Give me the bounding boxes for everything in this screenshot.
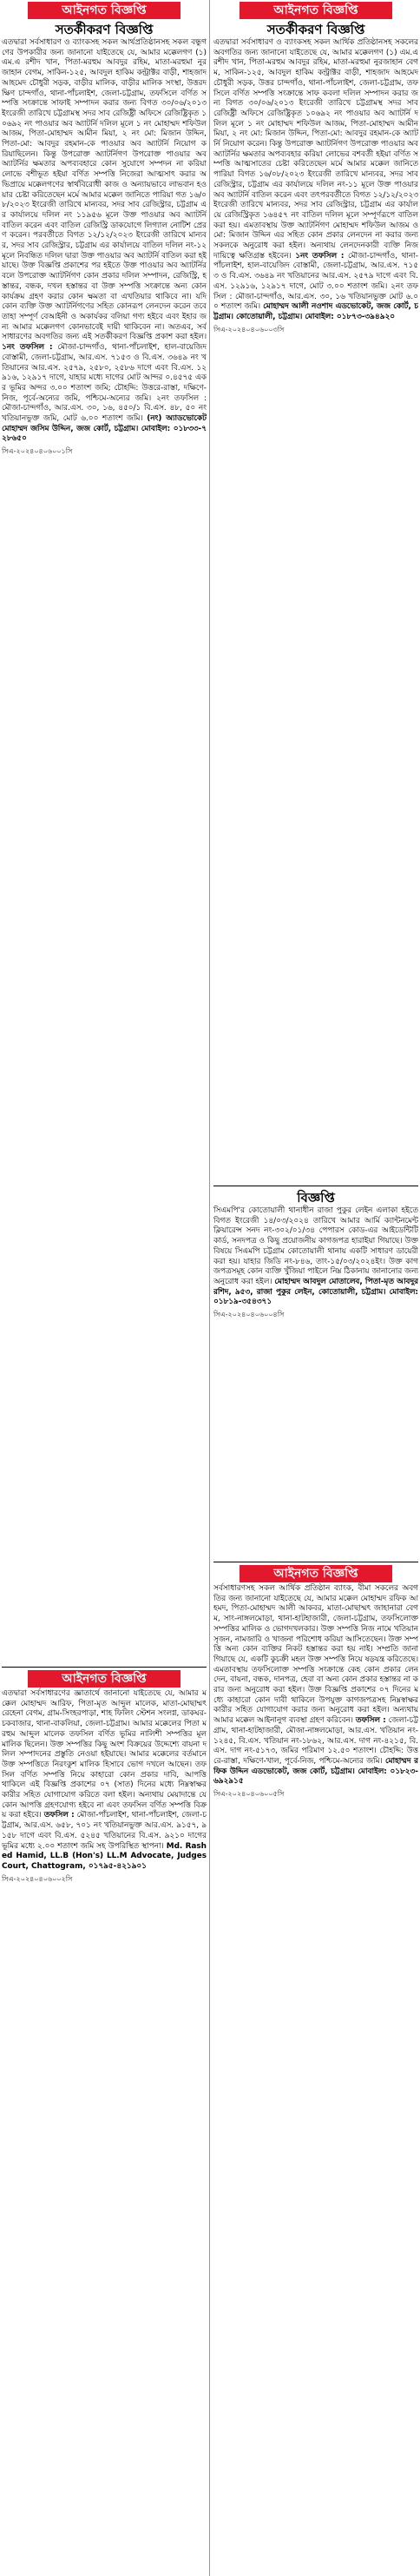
schedule-title: ১নং তফসিল : [2, 343, 53, 353]
schedule-title: তফসিল : [43, 1811, 75, 1820]
notice-text: এতদ্বারা সর্বসাধারণের জ্ঞাতার্থে জানানো যাইতেছে যে, আমার মক্কেল মোহাম্মদ আরিফ, পিতা-মৃত আব্দুল মালেক, মাতা-মোছাম্মৎ রেহেনা বেগম, গ্রাম-সিংহরপাড়া, শাহ ফিলিং স্টেশন সংলগ্ন, ডাকঘর-চকবাজার, থানা-বাকলিয়া, জেলা-চট্টগ্রাম। আমার মক্কেলের পিতা মরহুম আব্দুল মালেক তফসিল বর্ণিত ভূমির নালিশী সম্পত্তির মূল মালিক ছিলেন। উক্ত সম্পত্তির কিছু অংশ বিক্রয়ের উদ্দেশ্যে বায়না দলিল সম্পাদনের প্রস্তুতি নেওয়া হইয়াছে। আমার মক্কেলের বর্তমানে উক্ত সম্পত্তিতে নিরংকুশ মালিক হিসাবে ভোগ দখলে আছেন। তফসিল বর্ণিত সম্পত্তি নিয়ে কাহারো কোন প্রকার দাবি, আপত্তি থাকিলে এই বিজ্ঞপ্তি প্রকাশের ০৭ (সাত) দিনের মধ্যে নিম্নস্বাক্ষরকারীর সহিত যোগাযোগ করিতে বলা হইল। অন্যথায় মেয়াদান্তে যে কোন আপত্তি গ্রহণযোগ্য হইবে না এবং তফসিল বর্ণিত সম্পত্তি বিক্রয় করা হইবে। [2, 1689, 207, 1820]
notice-ref: সিএ-২০২৪০৪০৬০০৪সি [213, 1311, 285, 1319]
notice-text: এতদ্বারা সর্বসাধারণ ও ব্যাংকসহ সকল আর্থিক প্রতিষ্ঠানসহ সকলের অবগতির জন্য জানানো যাইতেছে যে, আমার মক্কেলগণ (১) এম.এ রশীদ খান, পিতা-মরহুম আবদুর রহিম, মাতা-মরহুমা নুরজাহান বেগম, সাকিন-১২৫, আবদুল হাকিম কন্ট্রাক্টর বাড়ী, শাহজাদ আহমেদ চৌধুরী সড়ক, উত্তর চান্দগাঁও, থানা-পাঁচলাইশ, জেলা-চট্টগ্রাম, তফসিলে বর্ণিত সম্পত্তি সংক্রান্তে সাফ কবলা দলিল সম্পাদন করার জন্য বিগত ৩০/০৬/২০১৩ ইংরেজী তারিখে চট্টগ্রামস্থ সদর সাব রেজিষ্ট্রী অফিসে রেজিষ্ট্রিকৃত ১০৬৯২ নং পাওয়ার অব অ্যাটর্নি দলিল মূলে ১ নং মোহাম্মদ শফিউল আজম, পিতা-মোহাম্মদ আমীন মিয়া, ২ নং মো: মিজান উদ্দিন, পিতা-মো: আবদুর রহমান-কে অ্যাটর্নি নিয়োগ করেন। কিন্তু উপরোক্ত অ্যাটর্নিগণ উপরোক্ত পাওয়ার অব অ্যাটর্নির ক্ষমতার অপব্যবহার করিয়া লোভের বশবর্তী হইয়া বর্ণিত সম্পত্তি আত্মসাতের চেষ্টা করিতেছেন মর্মে আমার মক্কেল জানিতে পারিয়া বিগত ১৬/০৮/২০২৩ ইংরেজী তারিখে মান্যবর, সদর সাব রেজিস্ট্রার, চট্টগ্রাম এর কার্যালয়ে দলিল নং-১১ মূলে উক্ত পাওয়ার অব অ্যাটর্নি বাতিল করেন এবং তৎপরবর্তীতে বিগত ১২/১২/২০২৩ ইংরেজী তারিখে মান্যবর, সদর সাব রেজিস্ট্রার, চট্টগ্রাম এর কার্যালয়ে রেজিস্ট্রিকৃত ১৬৪৫৭ নং বাতিল দলিল মূলে সম্পূর্ণরূপে বাতিল করা হয়। এমতাবস্থায় উক্ত অ্যাটর্নিগণ মোহাম্মদ শফিউল আজম ও মো: মিজান উদ্দিন এর সহিত কোন প্রকার লেনদেন না করার জন্য সকলকে অনুরোধ করা হইল। অন্যথায় লেনদেনকারী ব্যক্তি নিজ দায়িত্বে ক্ষতিগ্রস্ত হইবেন। [213, 38, 418, 261]
legal-notice-warning-left [2, 0, 207, 1657]
schedule-title: ১নং তফসিল : [295, 251, 345, 261]
column-divider [209, 0, 210, 2576]
notice-subheader: সতর্কীকরণ বিজ্ঞপ্তি [55, 22, 154, 37]
notice-separator [2, 1667, 207, 1668]
notice-ref: সিএ-২০২৪০৪০৬০০৫সি [213, 1790, 285, 1799]
schedule-title: তফসিল : [355, 1716, 386, 1726]
notice-header: আইনগত বিজ্ঞপ্তি [240, 1565, 392, 1582]
notice-header: আইনগত বিজ্ঞপ্তি [28, 2, 180, 19]
schedule-text: মৌজা-চান্দগাঁও, থানা-পাঁচলাইশ, হাল-বায়েজিদ বোস্তামী, জেলা-চট্টগ্রাম, আর.এস. ৭১৫৩ ও বি.এস. ৩৬৪৯ নং খতিয়ানের আর.এস. ২৫৭৯ দাগে এবং বি.এস. ১২৯১৬, ১২৯১৭ দাগে, মোট ৩.০০ শতাংশ জমি। ২নং তফসিল : মৌজা-চান্দগাঁও, আর.এস. ৩০, ১৬ খতিয়ানভুক্ত মোট ৬.০০ শতাংশ জমি। [213, 251, 418, 312]
legal-notice-warning-right [213, 0, 418, 1177]
notice-ref: সিএ-২০২৪০৪০৬০০৩সি [213, 325, 285, 334]
notice-header: আইনগত বিজ্ঞপ্তি [240, 2, 392, 19]
schedule-text: জেলা-চট্টগ্রাম, থানা-হাটহাজারী, মৌজা-নাঙ্গলমোড়া, আর.এস. খতিয়ান নং-১২৪৫, বি.এস. খতিয়ান নং-১৮৬২, আর.এস. দাগ নং-৪২১৫, বি.এস. দাগ নং-৫১৭৩, জমির পরিমাণ ১২.৫০ শতাংশ। চৌহদ্দি: উত্তরে-রাস্তা, দক্ষিণে-খাল, পূর্বে-নিজ, পশ্চিমে-অন্যের জমি। [213, 1716, 418, 1766]
notice-signature: মোহাম্মদ আবদুল মোতালেব, পিতা-মৃত আবদুর রশিদ, ৯৫৩, রাজা পুকুর লেইন, কোতোয়ালী, চট্টগ্রাম। মোবাইল: ০১৮১৯-৩৫৪৩৭১ [213, 1277, 418, 1307]
notice-header: আইনগত বিজ্ঞপ্তি [28, 1670, 180, 1688]
notice-ref: সিএ-২০২৪০৪০৬০০১সি [2, 447, 73, 456]
notice-signature: Md. Rashed Hamid, LL.B (Hon's) LL.M Advocate, Judges Court, Chattogram, ০১৭৯৫-৪২১৯০১ [2, 1841, 207, 1871]
lost-document-notice [213, 1183, 418, 1552]
notice-text: সর্বসাধারণসহ সকল আর্থিক প্রতিষ্ঠান ব্যাংক, বীমা সকলের অবগতির জন্য জানানো যাইতেছে যে, আমার মক্কেল মোহাম্মদ রফিক আহমদ, পিতা-মোহাম্মদ আলী আকবর, মাতা-মোছাম্মৎ জাহানারা বেগম, সাং-নাঙ্গলমোড়া, থানা-হাটহাজারী, জেলা-চট্টগ্রাম, তফসিলোক্ত সম্পত্তির মালিক ও ভোগদখলকার। উক্ত সম্পত্তি নিজ নামে খতিয়ান সৃজন, নামজারি ও খাজনা পরিশোধ করিয়া আসিতেছেন। উক্ত সম্পত্তি অন্য কোন ব্যক্তির নিকট হস্তান্তর করা হয় নাই। সম্প্রতি জানা গিয়াছে যে, একটি কুচক্রী মহল উক্ত সম্পত্তি নিয়ে ষড়যন্ত্র করিতেছে। এমতাবস্থায় তফসিলোক্ত সম্পত্তি সংক্রান্তে কেহ কোন প্রকার লেনদেন, বায়না, বন্ধক, দানপত্র, হেবা বা অন্য কোন প্রকার হস্তান্তর না করার জন্য অনুরোধ করা হইল। উক্ত বিজ্ঞপ্তি প্রকাশের ০৭ দিনের মধ্যে কাহারো কোন দাবী থাকিলে উপযুক্ত কাগজপত্রসহ নিম্নস্বাক্ষরকারীর সহিত যোগাযোগ করার জন্য অনুরোধ করা হইল। অন্যথায় আমার মক্কেল আইনানুগ ব্যবস্থা গ্রহণ করিবেন। [213, 1584, 418, 1726]
notice-body [2, 1689, 207, 1873]
notice-text: সিএমপি'র কোতোয়ালী থানাধীন রাজা পুকুর লেইন এলাকা হইতে বিগত ইংরেজী ১৪/০৩/২০২৪ তারিখে আমার আর্মি ক্যান্টনমেন্ট ক্লিয়ারেন্স সনদ নং-৩০২/০১/৩৪ পেপারস কোড-এর আইডেন্টিটি কার্ড, সনদপত্র ও কিছু প্রয়োজনীয় কাগজপত্র হারাইয়া গিয়াছে। উক্ত বিষয়ে সিএমপি চট্টগ্রাম কোতোয়ালী থানায় একটি সাধারণ ডায়েরী করা হয়। যাহার জিডি নং-৮৪৬, তাং-১৫/০৩/২০২৪ইং। উক্ত কাগজপত্রসমূহ কোন ব্যক্তি খুঁজিয়া পাইলে নিম্ন ঠিকানায় জানানোর জন্য অনুরোধ করা হইল। [213, 1206, 418, 1286]
legal-notice-left-2 [2, 1664, 207, 2576]
notice-signature: মোহাম্মদ রফিক উদ্দিন এডভোকেট, জজ কোর্ট, চট্টগ্রাম। মোবাইল: ০১৮২৩-৬৯২৯১৫ [213, 1756, 418, 1787]
schedule-text: মৌজা-পাঁচলাইশ, থানা-পাঁচলাইশ, জেলা-চট্টগ্রাম, আর.এস. ৬৫৮, ৭০১ নং খতিয়ানভুক্ত আর.এস. ৯১৫৭, ৯১৫৮ দাগে এবং বি.এস. ৫২৪৫ খতিয়ানের বি.এস. ৯২১০ দাগের ভূমির মধ্যে ২.০০ শতাংশ জমি সহ উপরিস্থিত স্থাপনা। [2, 1811, 207, 1851]
legal-notice-right-3 [213, 1559, 418, 2576]
notice-body [2, 38, 207, 445]
notice-signature: মোহাম্মদ আলী নওশাদ এডভোকেট, জজ কোর্ট, চট্টগ্রাম। কোতোয়ালী, চট্টগ্রাম। মোবাইল: ০১৮৭৩-৩৯৪৯২০ [213, 302, 418, 321]
notice-subheader: সতর্কীকরণ বিজ্ঞপ্তি [266, 22, 365, 37]
schedule-text: মৌজা-চান্দগাঁও, থানা-পাঁচলাইশ, হাল-বায়েজিদ বোস্তামী, জেলা-চট্টগ্রাম, আর.এস. ৭১৫৩ ও বি.এস. ৩৬৪৯ নং খতিয়ানের আর.এস. ২৫৭৯, ২৫৮০, ২৫৮৬ দাগে এবং বি.এস. ১২৯১৬, ১২৯১৭ দাগে, যাহার মধ্যে দাগের মোট আন্দর ০.৪৫৭৫ একর ভূমির অন্দর ৩.০০ শতাংশ জমি; চৌহদ্দি: উত্তরে-রাস্তা, দক্ষিণে-নিজ, পূর্বে-অন্যের জমি, পশ্চিমে-অন্যের জমি। ২নং তফসিল : মৌজা-চান্দগাঁও, আর.এস. ৩০, ১৬, ৪৫০/১ বি.এস. ৪৮, ৫০ নং খতিয়ানভুক্ত জমি, মোট ৬.০০ শতাংশ জমি। [2, 343, 207, 424]
notice-text: এতদ্বারা সর্বসাধারণ ও ব্যাংকসহ সকল আর্থপ্রতিষ্ঠানসহ সকল বন্ধুগণের উপকারীর জন্য জানানো যাইতেছে যে, আমার মক্কেলগণ (১) এম.এ রশীদ খান, পিতা-মরহুম আবদুর রহিম, মাতা-মরহুমা নুরজাহান বেগম, সাকিন-১২৫, আবদুল হাকিম কন্ট্রাক্টর বাড়ী, শাহজাদ আহমেদ চৌধুরী সড়ক, বাড়ীর মালিক, বাড়ীর মালিক সংস্থা, উত্তরদক্ষিণ চান্দগাঁও, থানা-পাঁচলাইশ, জেলা-চট্টগ্রাম, তফসিলে বর্ণিত সম্পত্তি সংক্রান্তে সাফাই সম্পাদন করার জন্য বিগত ৩০/০৬/২০১৩ ইংরেজী তারিখে চট্টগ্রামস্থ সদর সাব রেজিষ্ট্রী অফিসে রেজিষ্ট্রিকৃত ১০৬৯২ নং পাওয়ার অব অ্যাটর্নি দলিল মূলে ১ নং মোহাম্মদ শফিউল আজম, পিতা-মোহাম্মদ আমীন মিয়া, ২ নং মো: মিজান উদ্দিন, পিতা-মো: আবদুর রহমান-কে পাওয়ার অব অ্যাটর্নি নিয়োগ করিয়াছিলেন। কিন্তু উপরোক্ত অ্যাটর্নিগণ উপরোক্ত পাওয়ার অব অ্যাটর্নির ক্ষমতার অপব্যবহারে কোন সুযোগে সম্পদন না করিয়া লোভে বশীভূত হইয়া বর্ণিত সম্পত্তি নিজেরা আত্মসাৎ করার অভিপ্রায়ে মক্কেলগণের স্বার্থবিরোধী কাজ ও অন্যায়ভাবে লাভবান হওয়ার চেষ্টা করিতেছেন মর্মে আমার মক্কেল জানিতে পারিয়া গত ১৬/০৮/২০২৩ ইংরেজী তারিখে মান্যবর, সদর সাব রেজিস্ট্রার, চট্টগ্রাম এর কার্যালয়ে দলিল নং ১১৯৫৬ মূলে উক্ত পাওয়ার অব অ্যাটর্নি বাতিল করেন এবং বাতিল রেজিস্ট্রি ডাকযোগে লিগ্যাল নোটিশ প্রেরণ করেন। পরবর্তীতে বিগত ১২/১২/২০২৩ ইংরেজী তারিখে মান্যবর, সদর সাব রেজিস্ট্রার, চট্টগ্রাম এর কার্যালয়ে বাতিল দলিল নং-১২ মূলে নিবন্ধিত দলিল দ্বারা উক্ত পাওয়ার অব অ্যাটর্নি বাতিল করা হইয়াছে। উক্ত বিজ্ঞপ্তি প্রকাশের পর হইতে উক্ত পাওয়ার অব অ্যাটর্নির বলে উপরোক্ত অ্যাটর্নিগণ কোন প্রকার দলিল সম্পাদন, রেজিস্ট্রি, হস্তান্তর, বন্ধক, দখল হস্তান্তর বা উক্ত সম্পত্তি সংক্রান্তে অন্য কোন কার্যক্রম গ্রহণ করার কোন ক্ষমতা বা এখতিয়ার থাকিবে না। যদি কোন ব্যক্তি উক্ত অ্যাটর্নিগণের সহিত কোনরূপ লেনদেন করেন তবে তাহা সম্পূর্ণ বেআইনী ও অকার্যকর বলিয়া গণ্য হইবে এবং ইহার জন্য আমার মক্কেলগণ কোনভাবেই দায়ী থাকিবেন না। অতএব, সর্বসাধারণের অবগতির জন্য এই সতর্কীকরণ বিজ্ঞপ্তি প্রকাশ করা হইল। [2, 38, 207, 342]
notice-subheader: বিজ্ঞপ্তি [297, 1190, 335, 1205]
notice-body [213, 1206, 418, 1308]
notice-ref: সিএ-২০২৪০৪০৬০০২সি [2, 1874, 73, 1883]
notice-body [213, 38, 418, 323]
notice-signature: (নং) অ্যাডভোকেট মোহাম্মদ জসিম উদ্দিন, জজ কোর্ট, চট্টগ্রাম। মোবাইল: ০১৮৩৩-৭২৮৬৫০ [2, 414, 207, 444]
notice-body [213, 1584, 418, 1787]
